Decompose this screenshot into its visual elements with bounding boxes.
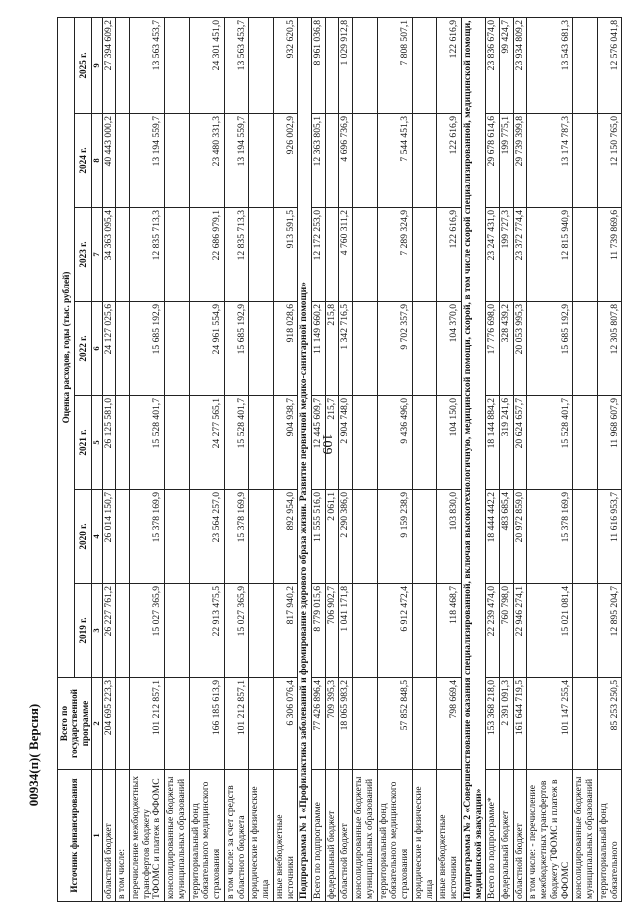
value-cell: 13 563 453,7 bbox=[224, 17, 248, 113]
value-cell: 99 424,7 bbox=[500, 17, 514, 113]
source-cell: юридические и физические лица bbox=[412, 770, 436, 902]
source-cell: областной бюджет bbox=[102, 770, 116, 902]
value-cell bbox=[353, 396, 377, 490]
value-cell: 101 212 857,1 bbox=[224, 678, 248, 770]
value-cell: 12 895 204,7 bbox=[597, 584, 621, 678]
value-cell: 11 739 869,6 bbox=[597, 208, 621, 302]
column-index: 2 bbox=[91, 678, 102, 770]
source-cell: в том числе: за счет средств областного бюджета bbox=[224, 770, 248, 902]
value-cell: 22 913 475,5 bbox=[189, 584, 224, 678]
value-cell: 77 426 896,4 bbox=[312, 678, 326, 770]
value-cell: 15 378 169,9 bbox=[129, 490, 164, 584]
value-cell bbox=[165, 584, 189, 678]
value-cell: 24 277 565,1 bbox=[189, 396, 224, 490]
table-row bbox=[377, 17, 412, 901]
value-cell: 328 439,2 bbox=[500, 302, 514, 396]
value-cell: 23 836 674,0 bbox=[486, 17, 500, 113]
value-cell bbox=[353, 678, 377, 770]
value-cell bbox=[412, 302, 436, 396]
value-cell bbox=[573, 584, 597, 678]
value-cell: 13 543 681,3 bbox=[527, 17, 573, 113]
value-cell: 34 363 095,4 bbox=[102, 208, 116, 302]
value-cell: 20 624 657,7 bbox=[513, 396, 527, 490]
value-cell bbox=[116, 490, 130, 584]
rotated-table-area bbox=[57, 18, 620, 902]
value-cell: 118 468,7 bbox=[437, 584, 461, 678]
source-cell: юридические и физические лица bbox=[249, 770, 273, 902]
value-cell bbox=[249, 17, 273, 113]
value-cell: 12 172 253,0 bbox=[312, 208, 326, 302]
value-cell bbox=[249, 678, 273, 770]
value-cell: 22 686 979,1 bbox=[189, 208, 224, 302]
value-cell bbox=[353, 17, 377, 113]
value-cell bbox=[353, 208, 377, 302]
value-cell: 926 002,9 bbox=[273, 114, 297, 208]
source-cell: иные внебюджетные источники bbox=[273, 770, 297, 902]
value-cell bbox=[412, 114, 436, 208]
value-cell bbox=[412, 584, 436, 678]
value-cell: 15 685 192,9 bbox=[527, 302, 573, 396]
value-cell: 918 028,6 bbox=[273, 302, 297, 396]
value-cell: 20 972 859,0 bbox=[513, 490, 527, 584]
value-cell bbox=[412, 490, 436, 584]
value-cell: 20 053 995,3 bbox=[513, 302, 527, 396]
value-cell bbox=[165, 208, 189, 302]
value-cell bbox=[116, 584, 130, 678]
value-cell: 166 185 613,9 bbox=[189, 678, 224, 770]
value-cell: 798 669,4 bbox=[437, 678, 461, 770]
value-cell: 15 021 081,4 bbox=[527, 584, 573, 678]
value-cell: 104 150,0 bbox=[437, 396, 461, 490]
column-index: 1 bbox=[91, 770, 102, 902]
table-row bbox=[527, 17, 573, 901]
source-cell: перечисление межбюджетных трансфертов бюджету ТФОМС и платеж в ФФОМС bbox=[129, 770, 164, 902]
column-index: 7 bbox=[91, 208, 102, 302]
table-row bbox=[129, 17, 164, 901]
value-cell bbox=[116, 208, 130, 302]
value-cell: 2 061,1 bbox=[325, 490, 339, 584]
value-cell: 15 528 401,7 bbox=[129, 396, 164, 490]
estimate-group-header: Оценка расходов, годы (тыс. рублей) bbox=[58, 17, 75, 677]
value-cell: 13 194 559,7 bbox=[129, 114, 164, 208]
value-cell: 709 395,3 bbox=[325, 678, 339, 770]
table-row bbox=[513, 17, 527, 901]
value-cell: 26 125 581,0 bbox=[102, 396, 116, 490]
value-cell: 17 776 698,0 bbox=[486, 302, 500, 396]
value-cell: 7 289 324,9 bbox=[377, 208, 412, 302]
value-cell bbox=[249, 114, 273, 208]
value-cell: 23 564 257,0 bbox=[189, 490, 224, 584]
source-cell: областной бюджет bbox=[339, 770, 353, 902]
table-row bbox=[224, 17, 248, 901]
value-cell bbox=[249, 490, 273, 584]
source-cell: территориальный фонд обязательного bbox=[597, 770, 621, 902]
value-cell: 2 290 386,0 bbox=[339, 490, 353, 584]
value-cell: 29 739 399,8 bbox=[513, 114, 527, 208]
source-cell: в том числе: - перечисление межбюджетных трансфертов бюджету ТФОМС и платеж в ФФОМС bbox=[527, 770, 573, 902]
source-cell: федеральный бюджет bbox=[500, 770, 514, 902]
value-cell: 13 563 453,7 bbox=[129, 17, 164, 113]
value-cell: 12 835 713,3 bbox=[224, 208, 248, 302]
year-header: 2019 г. bbox=[74, 584, 91, 678]
value-cell bbox=[325, 208, 339, 302]
value-cell: 9 702 357,9 bbox=[377, 302, 412, 396]
source-cell: консолидированные бюджеты муниципальных образований bbox=[353, 770, 377, 902]
value-cell: 932 620,5 bbox=[273, 17, 297, 113]
value-cell: 1 342 716,5 bbox=[339, 302, 353, 396]
value-cell bbox=[249, 208, 273, 302]
value-cell bbox=[116, 302, 130, 396]
subprogram-heading-row bbox=[461, 17, 485, 901]
year-header: 2020 г. bbox=[74, 490, 91, 584]
source-cell: Всего по подпрограмме bbox=[312, 770, 326, 902]
value-cell bbox=[573, 490, 597, 584]
value-cell: 1 041 171,8 bbox=[339, 584, 353, 678]
value-cell bbox=[412, 396, 436, 490]
subprogram-heading-row bbox=[298, 17, 312, 901]
value-cell: 11 555 516,0 bbox=[312, 490, 326, 584]
total-column-header: Всего по государственной программе bbox=[58, 678, 92, 770]
value-cell: 23 247 431,0 bbox=[486, 208, 500, 302]
value-cell: 40 443 000,2 bbox=[102, 114, 116, 208]
value-cell: 215,7 bbox=[325, 396, 339, 490]
value-cell: 101 147 255,4 bbox=[527, 678, 573, 770]
value-cell: 12 815 940,9 bbox=[527, 208, 573, 302]
table-row bbox=[165, 17, 189, 901]
value-cell: 15 027 365,9 bbox=[129, 584, 164, 678]
table-row bbox=[312, 17, 326, 901]
source-cell: Всего по подпрограмме* bbox=[486, 770, 500, 902]
value-cell: 7 808 507,1 bbox=[377, 17, 412, 113]
source-column-header: Источник финансирования bbox=[58, 770, 92, 902]
value-cell: 57 852 848,5 bbox=[377, 678, 412, 770]
value-cell: 85 253 250,5 bbox=[597, 678, 621, 770]
table-row bbox=[486, 17, 500, 901]
table-row bbox=[325, 17, 339, 901]
value-cell: 817 940,2 bbox=[273, 584, 297, 678]
value-cell: 15 378 169,9 bbox=[527, 490, 573, 584]
value-cell: 15 027 365,9 bbox=[224, 584, 248, 678]
value-cell: 15 685 192,9 bbox=[129, 302, 164, 396]
value-cell: 13 174 787,3 bbox=[527, 114, 573, 208]
value-cell: 9 159 238,9 bbox=[377, 490, 412, 584]
value-cell bbox=[116, 678, 130, 770]
value-cell: 22 946 274,1 bbox=[513, 584, 527, 678]
value-cell: 215,8 bbox=[325, 302, 339, 396]
table-row bbox=[116, 17, 130, 901]
value-cell bbox=[325, 114, 339, 208]
year-header: 2022 г. bbox=[74, 302, 91, 396]
value-cell: 29 678 614,6 bbox=[486, 114, 500, 208]
value-cell bbox=[353, 302, 377, 396]
value-cell: 319 241,6 bbox=[500, 396, 514, 490]
value-cell: 760 798,0 bbox=[500, 584, 514, 678]
value-cell: 199 727,3 bbox=[500, 208, 514, 302]
value-cell: 12 576 041,8 bbox=[597, 17, 621, 113]
value-cell: 7 544 451,3 bbox=[377, 114, 412, 208]
column-index: 9 bbox=[91, 17, 102, 113]
column-index: 3 bbox=[91, 584, 102, 678]
value-cell: 11 968 607,9 bbox=[597, 396, 621, 490]
value-cell: 15 685 192,9 bbox=[224, 302, 248, 396]
value-cell bbox=[165, 302, 189, 396]
year-header: 2025 г. bbox=[74, 17, 91, 113]
value-cell: 153 368 218,0 bbox=[486, 678, 500, 770]
value-cell: 13 194 559,7 bbox=[224, 114, 248, 208]
value-cell: 706 902,7 bbox=[325, 584, 339, 678]
source-cell: территориальный фонд обязательного медицинского страхования bbox=[377, 770, 412, 902]
table-row bbox=[102, 17, 116, 901]
value-cell: 24 127 025,6 bbox=[102, 302, 116, 396]
year-header: 2024 г. bbox=[74, 114, 91, 208]
value-cell: 104 370,0 bbox=[437, 302, 461, 396]
source-cell: в том числе: bbox=[116, 770, 130, 902]
table-row bbox=[573, 17, 597, 901]
value-cell: 27 394 609,2 bbox=[102, 17, 116, 113]
value-cell bbox=[249, 396, 273, 490]
value-cell: 15 378 169,9 bbox=[224, 490, 248, 584]
value-cell: 12 150 765,0 bbox=[597, 114, 621, 208]
table-row bbox=[353, 17, 377, 901]
value-cell: 18 065 983,2 bbox=[339, 678, 353, 770]
value-cell bbox=[573, 302, 597, 396]
value-cell: 1 029 912,8 bbox=[339, 17, 353, 113]
value-cell: 122 616,9 bbox=[437, 114, 461, 208]
value-cell bbox=[249, 302, 273, 396]
column-index-row bbox=[91, 17, 102, 901]
table-row bbox=[189, 17, 224, 901]
table-row bbox=[437, 17, 461, 901]
value-cell: 122 616,9 bbox=[437, 208, 461, 302]
column-index: 8 bbox=[91, 114, 102, 208]
value-cell bbox=[412, 17, 436, 113]
value-cell bbox=[116, 17, 130, 113]
table-header bbox=[58, 17, 103, 901]
table-row bbox=[412, 17, 436, 901]
value-cell: 161 644 719,5 bbox=[513, 678, 527, 770]
value-cell bbox=[573, 114, 597, 208]
value-cell: 6 912 472,4 bbox=[377, 584, 412, 678]
value-cell bbox=[249, 584, 273, 678]
value-cell bbox=[165, 17, 189, 113]
value-cell: 23 934 809,2 bbox=[513, 17, 527, 113]
value-cell: 4 696 736,9 bbox=[339, 114, 353, 208]
value-cell bbox=[412, 678, 436, 770]
rotated-content bbox=[57, 18, 620, 902]
source-cell: консолидированные бюджеты муниципальных образований bbox=[165, 770, 189, 902]
value-cell: 23 372 774,4 bbox=[513, 208, 527, 302]
value-cell bbox=[165, 396, 189, 490]
table-body bbox=[102, 17, 622, 901]
value-cell: 12 445 609,7 bbox=[312, 396, 326, 490]
value-cell: 122 616,9 bbox=[437, 17, 461, 113]
value-cell: 18 444 442,2 bbox=[486, 490, 500, 584]
table-row bbox=[339, 17, 353, 901]
column-index: 5 bbox=[91, 396, 102, 490]
subprogram-title: Подпрограмма № 1 «Профилактика заболеваний и формирование здорового образа жизни. Развитие первичной медико-санитарной помощи» bbox=[298, 17, 312, 901]
value-cell: 18 144 884,2 bbox=[486, 396, 500, 490]
value-cell: 24 301 451,0 bbox=[189, 17, 224, 113]
value-cell bbox=[573, 208, 597, 302]
value-cell: 15 528 401,7 bbox=[527, 396, 573, 490]
table-row bbox=[500, 17, 514, 901]
value-cell: 103 830,0 bbox=[437, 490, 461, 584]
table-row bbox=[249, 17, 273, 901]
value-cell bbox=[353, 584, 377, 678]
value-cell: 15 528 401,7 bbox=[224, 396, 248, 490]
value-cell: 11 616 953,7 bbox=[597, 490, 621, 584]
column-index: 6 bbox=[91, 302, 102, 396]
source-cell: территориальный фонд обязательного медицинского страхования bbox=[189, 770, 224, 902]
year-header: 2023 г. bbox=[74, 208, 91, 302]
value-cell: 483 685,4 bbox=[500, 490, 514, 584]
value-cell: 892 954,0 bbox=[273, 490, 297, 584]
value-cell: 904 938,7 bbox=[273, 396, 297, 490]
value-cell: 12 305 807,8 bbox=[597, 302, 621, 396]
value-cell: 26 227 761,2 bbox=[102, 584, 116, 678]
value-cell: 22 239 474,0 bbox=[486, 584, 500, 678]
value-cell bbox=[412, 208, 436, 302]
source-cell: областной бюджет bbox=[513, 770, 527, 902]
value-cell: 199 775,1 bbox=[500, 114, 514, 208]
value-cell bbox=[165, 678, 189, 770]
value-cell: 9 436 496,0 bbox=[377, 396, 412, 490]
value-cell: 2 904 748,0 bbox=[339, 396, 353, 490]
source-cell: консолидированные бюджеты муниципальных образований bbox=[573, 770, 597, 902]
table-row bbox=[597, 17, 621, 901]
page-number: 109 bbox=[319, 433, 334, 455]
value-cell: 26 014 150,7 bbox=[102, 490, 116, 584]
value-cell bbox=[116, 114, 130, 208]
value-cell bbox=[165, 490, 189, 584]
value-cell: 8 779 015,6 bbox=[312, 584, 326, 678]
value-cell bbox=[353, 114, 377, 208]
value-cell bbox=[573, 396, 597, 490]
value-cell: 2 391 091,3 bbox=[500, 678, 514, 770]
table-row bbox=[273, 17, 297, 901]
subprogram-title: Подпрограмма № 2 «Совершенствование оказания специализированной, включая высокотехнологичную, медицинской помощи, скорой, в том числе скорой специализированной, медицинской помощи, медицинской эвакуации» bbox=[461, 17, 485, 901]
value-cell: 11 149 660,2 bbox=[312, 302, 326, 396]
value-cell: 23 480 331,3 bbox=[189, 114, 224, 208]
value-cell: 204 695 223,3 bbox=[102, 678, 116, 770]
value-cell bbox=[165, 114, 189, 208]
value-cell bbox=[573, 17, 597, 113]
value-cell: 12 363 805,1 bbox=[312, 114, 326, 208]
source-cell: федеральный бюджет bbox=[325, 770, 339, 902]
financing-table bbox=[57, 17, 622, 902]
value-cell: 12 835 713,3 bbox=[129, 208, 164, 302]
value-cell: 8 961 036,8 bbox=[312, 17, 326, 113]
value-cell bbox=[116, 396, 130, 490]
value-cell bbox=[325, 17, 339, 113]
value-cell: 101 212 857,1 bbox=[129, 678, 164, 770]
value-cell bbox=[573, 678, 597, 770]
value-cell: 6 306 076,4 bbox=[273, 678, 297, 770]
value-cell bbox=[353, 490, 377, 584]
year-header: 2021 г. bbox=[74, 396, 91, 490]
value-cell: 4 760 311,2 bbox=[339, 208, 353, 302]
value-cell: 913 591,5 bbox=[273, 208, 297, 302]
source-cell: иные внебюджетные источники bbox=[437, 770, 461, 902]
document-version-footer: 00934(п)( Версия) bbox=[26, 703, 41, 807]
value-cell: 24 961 554,9 bbox=[189, 302, 224, 396]
column-index: 4 bbox=[91, 490, 102, 584]
